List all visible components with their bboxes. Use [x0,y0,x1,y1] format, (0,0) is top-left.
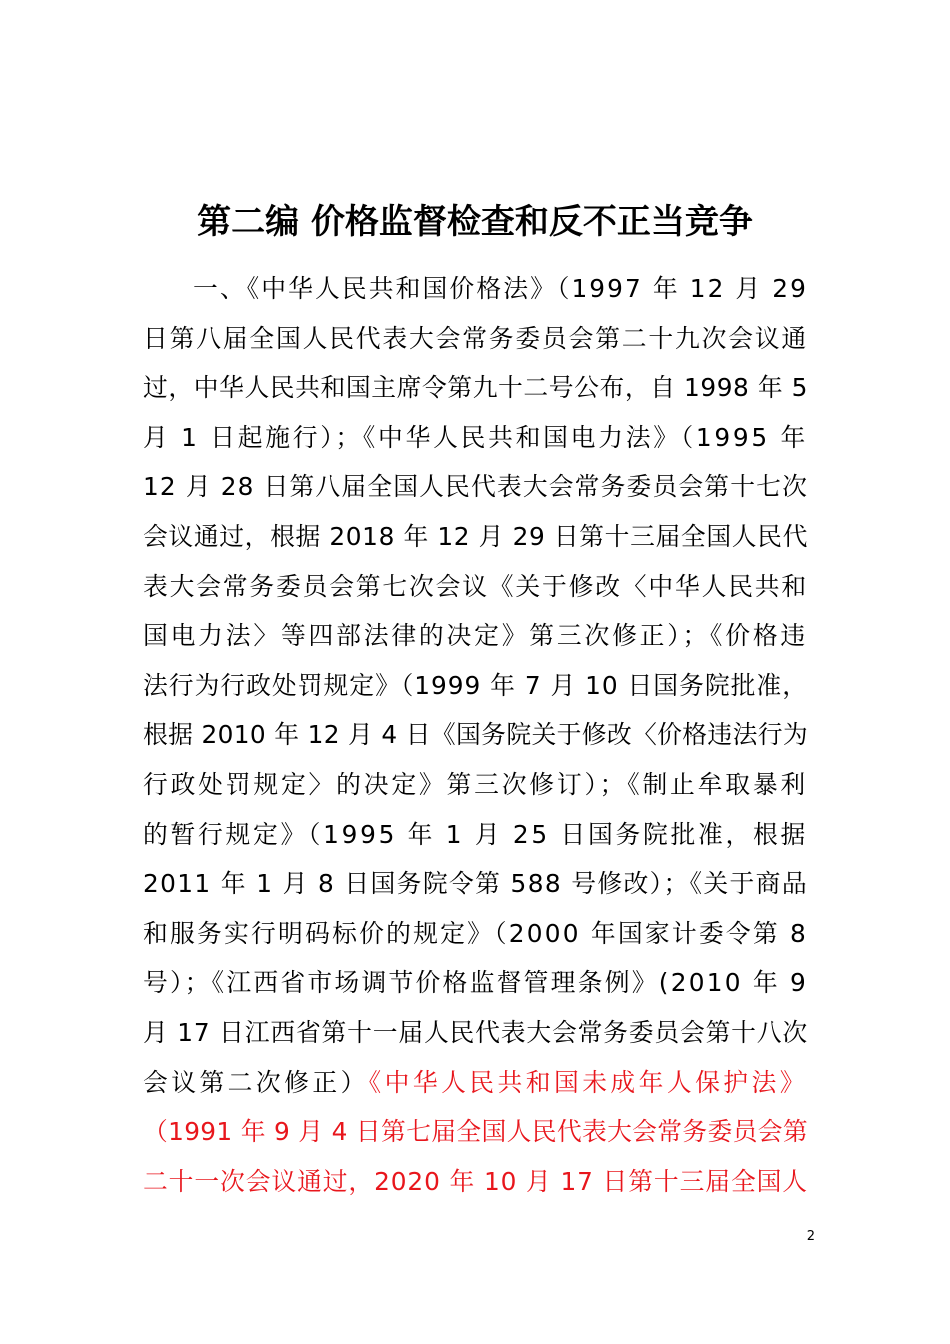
highlighted-paragraph-line: （1991 年 9 月 4 日第七届全国人民代表大会常务委员会第 [143,1117,808,1147]
paragraph-line: 法行为行政处罚规定》（1999 年 7 月 10 日国务院批准， [143,670,808,700]
paragraph-line: 根据 2010 年 12 月 4 日《国务院关于修改〈价格违法行为 [143,720,808,750]
page-number: 2 [806,1229,815,1244]
paragraph-line-mixed [143,1058,808,1108]
paragraph-line: 号）；《江西省市场调节价格监督管理条例》(2010 年 9 [143,968,808,998]
paragraph-line: 一、《中华人民共和国价格法》（1997 年 12 月 29 [193,274,808,303]
paragraph-line: 国电力法〉等四部法律的决定》第三次修正）；《价格违 [143,621,808,651]
paragraph-text-black: 会议第二次修正） [143,1067,369,1097]
paragraph-line: 月 17 日江西省第十一届人民代表大会常务委员会第十八次 [143,1017,808,1047]
highlighted-paragraph-line: 二十一次会议通过，2020 年 10 月 17 日第十三届全国人 [143,1166,808,1196]
body-text [143,264,808,1206]
paragraph-line: 表大会常务委员会第七次会议《关于修改〈中华人民共和 [143,571,808,601]
paragraph-line: 过，中华人民共和国主席令第九十二号公布，自 1998 年 5 [143,373,808,403]
paragraph-line: 和服务实行明码标价的规定》（2000 年国家计委令第 8 [143,918,808,948]
paragraph-line: 12 月 28 日第八届全国人民代表大会常务委员会第十七次 [143,472,808,502]
paragraph-line: 会议通过，根据 2018 年 12 月 29 日第十三届全国人民代 [143,521,808,551]
paragraph-line: 日第八届全国人民代表大会常务委员会第二十九次会议通 [143,323,808,353]
paragraph-line: 月 1 日起施行）；《中华人民共和国电力法》（1995 年 [143,422,808,452]
paragraph-line: 行政处罚规定〉的决定》第三次修订）；《制止牟取暴利 [143,769,808,799]
section-title: 第二编 价格监督检查和反不正当竞争 [197,202,753,242]
paragraph-line: 2011 年 1 月 8 日国务院令第 588 号修改）；《关于商品 [143,869,808,899]
paragraph-line: 的暂行规定》（1995 年 1 月 25 日国务院批准，根据 [143,819,808,849]
highlighted-law-title: 《中华人民共和国未成年人保护法》 [368,1067,808,1097]
